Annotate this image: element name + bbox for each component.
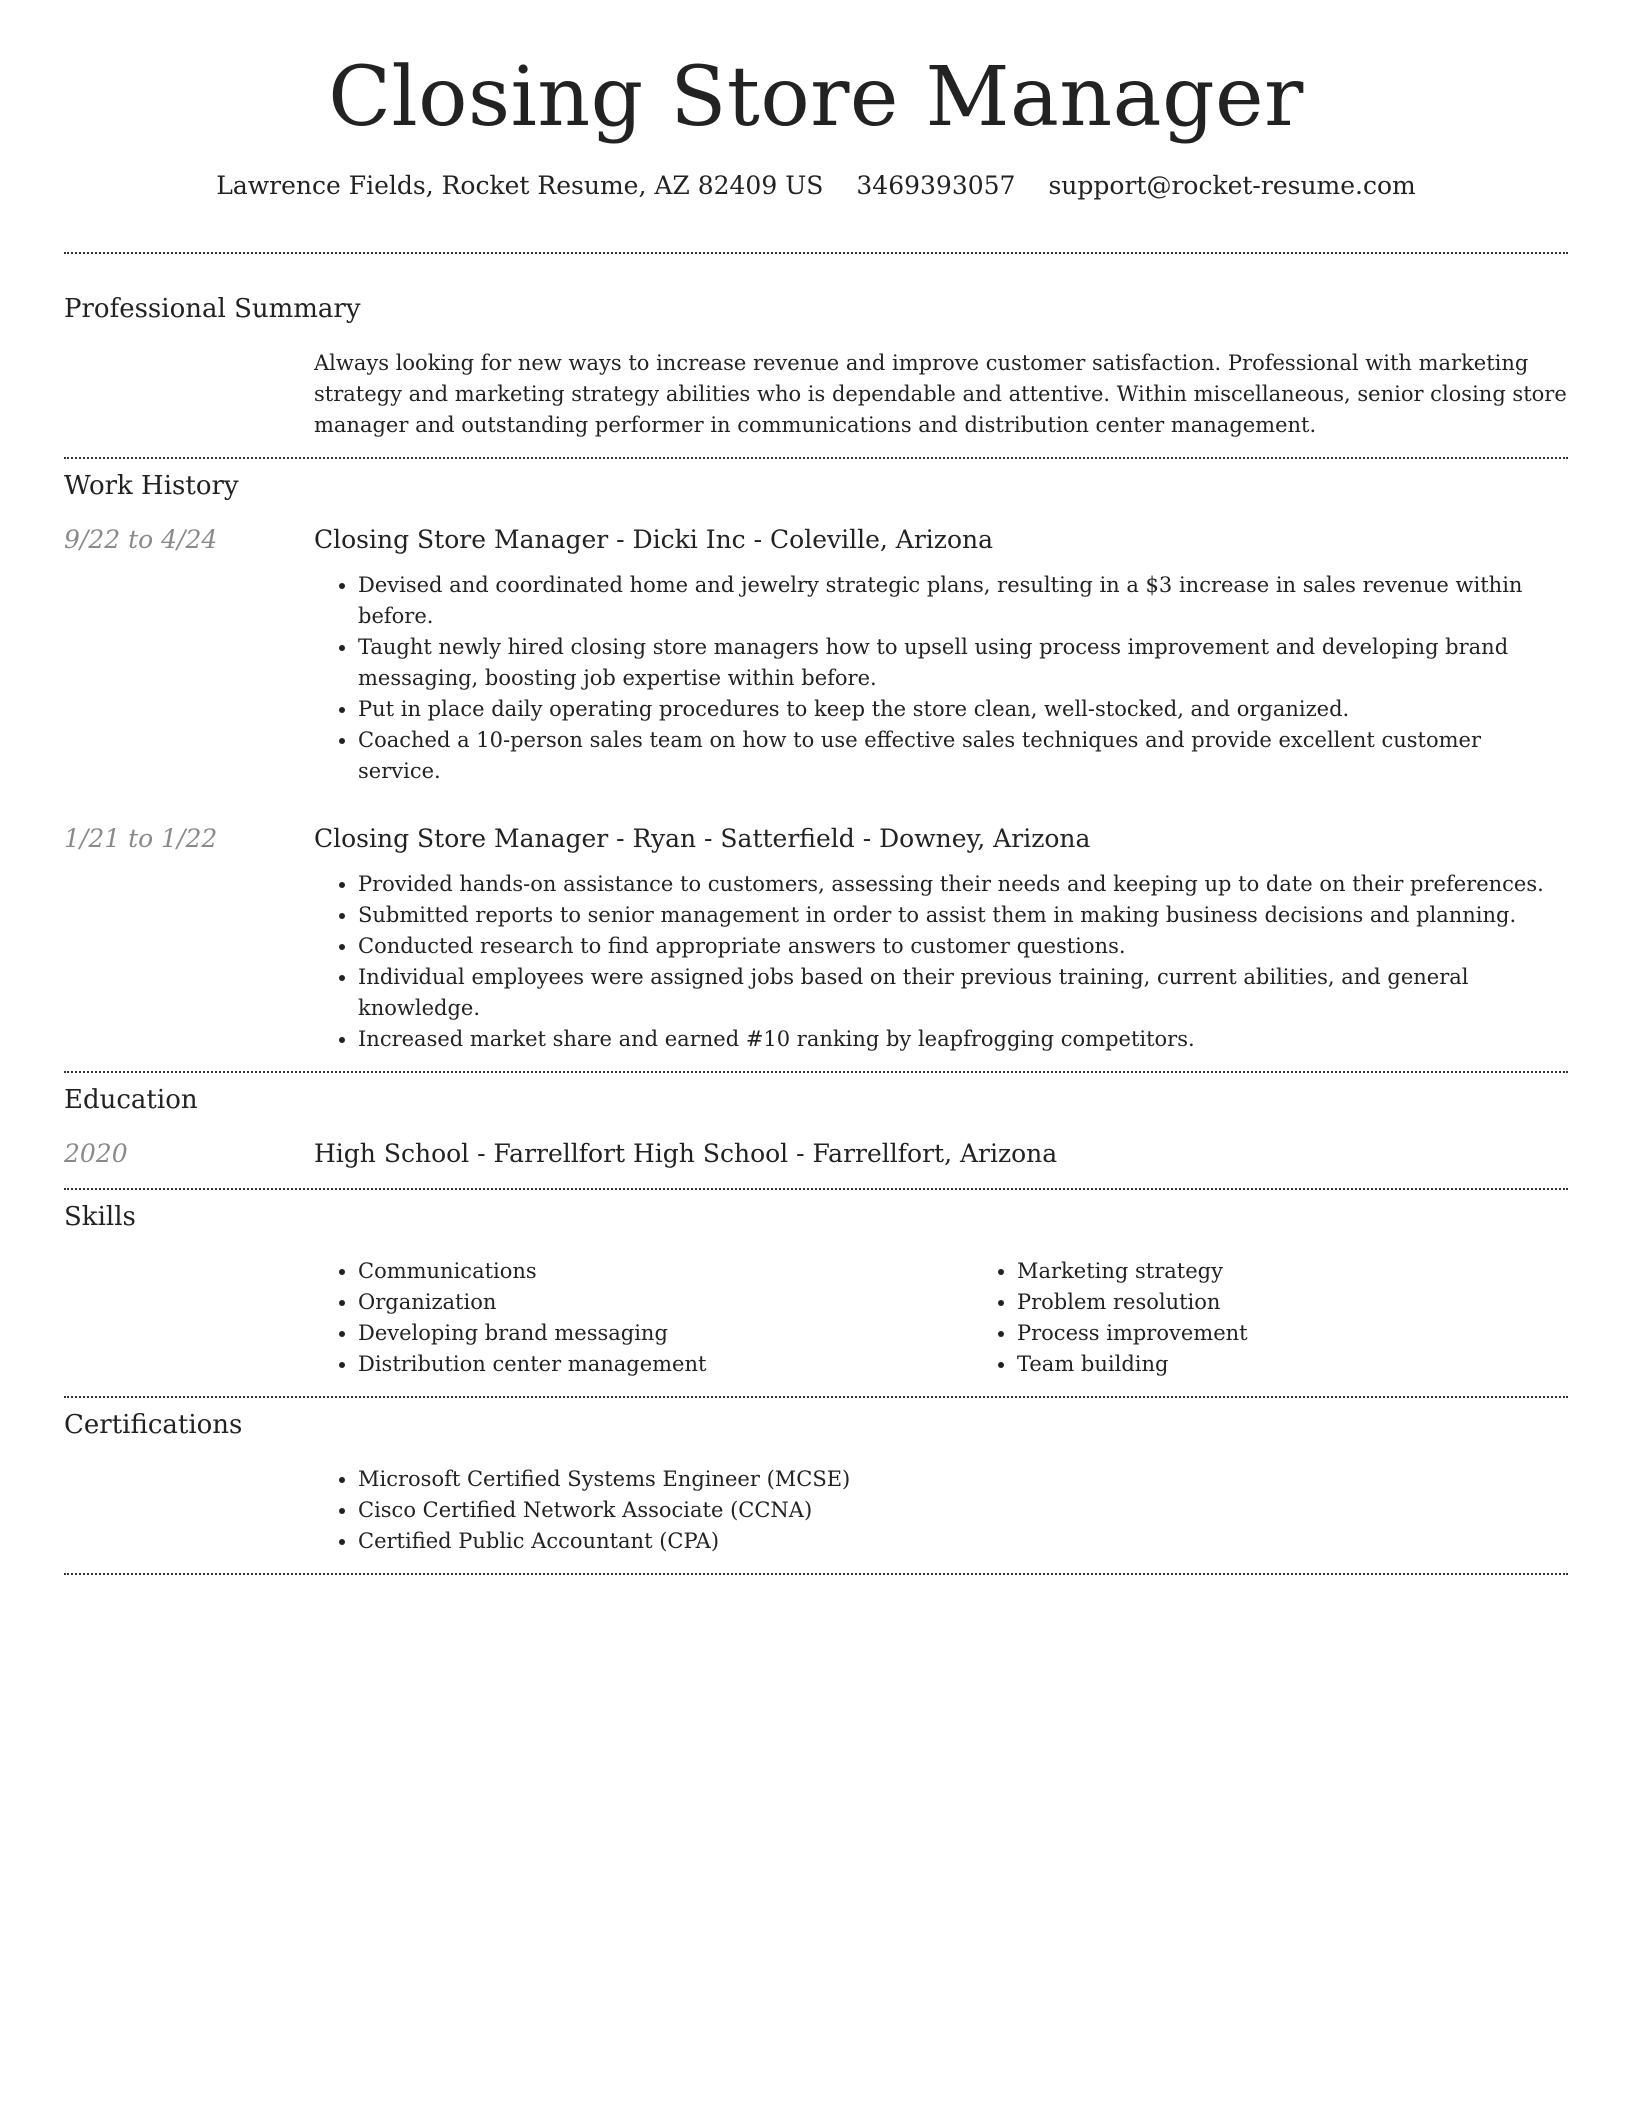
list-item: • Marketing strategy — [1017, 1256, 1632, 1287]
contact-phone: 3469393057 — [856, 171, 1016, 200]
divider — [64, 1396, 1568, 1398]
skills-list-right — [973, 1256, 1632, 1380]
list-item: • Certified Public Accountant (CPA) — [358, 1526, 1568, 1557]
job-dates: 9/22 to 4/24 — [64, 525, 218, 554]
divider — [64, 1188, 1568, 1190]
list-item: • Provided hands-on assistance to customers, assessing their needs and keeping up to date on their preferences. — [358, 869, 1568, 900]
job-heading: Closing Store Manager - Ryan - Satterfield - Downey, Arizona — [314, 824, 1091, 853]
summary-row — [64, 348, 1568, 441]
certifications-row — [64, 1464, 1568, 1557]
certifications-title: Certifications — [64, 1410, 243, 1440]
list-item: • Increased market share and earned #10 ranking by leapfrogging competitors. — [358, 1024, 1568, 1055]
list-item: • Devised and coordinated home and jewelry strategic plans, resulting in a $3 increase in sales revenue within before. — [358, 570, 1568, 632]
divider — [64, 252, 1568, 254]
list-item: • Process improvement — [1017, 1318, 1632, 1349]
skills-title: Skills — [64, 1202, 136, 1232]
summary-text: Always looking for new ways to increase revenue and improve customer satisfaction. Professional with marketing strategy and marketing strategy abilities who is dependable and attentive. Within miscellaneous, senior closing store manager and outstanding performer in communications and distribution center management. — [314, 351, 1567, 437]
education-dates: 2020 — [64, 1139, 128, 1168]
contact-email: support@rocket-resume.com — [1048, 171, 1416, 200]
divider — [64, 457, 1568, 459]
divider — [64, 1573, 1568, 1575]
job-bullets — [314, 570, 1568, 787]
job-heading: Closing Store Manager - Dicki Inc - Coleville, Arizona — [314, 525, 994, 554]
list-item: • Microsoft Certified Systems Engineer (MCSE) — [358, 1464, 1568, 1495]
education-title: Education — [64, 1085, 198, 1115]
contact-address: Lawrence Fields, Rocket Resume, AZ 82409 US — [216, 171, 824, 200]
list-item: • Problem resolution — [1017, 1287, 1632, 1318]
education-heading: High School - Farrellfort High School - Farrellfort, Arizona — [314, 1139, 1058, 1168]
list-item: • Cisco Certified Network Associate (CCNA) — [358, 1495, 1568, 1526]
contact-line — [64, 171, 1568, 203]
job-dates: 1/21 to 1/22 — [64, 824, 218, 853]
job-entry — [64, 824, 1568, 1055]
list-item: • Communications — [358, 1256, 973, 1287]
list-item: • Organization — [358, 1287, 973, 1318]
list-item: • Distribution center management — [358, 1349, 973, 1380]
list-item: • Coached a 10-person sales team on how to use effective sales techniques and provide excellent customer service. — [358, 725, 1568, 787]
job-bullets — [314, 869, 1568, 1055]
list-item: • Developing brand messaging — [358, 1318, 973, 1349]
summary-title: Professional Summary — [64, 294, 361, 324]
resume-page — [64, 0, 1568, 1575]
work-history-title: Work History — [64, 471, 239, 501]
certifications-list — [314, 1464, 1568, 1557]
list-item: • Taught newly hired closing store managers how to upsell using process improvement and developing brand messaging, boosting job expertise within before. — [358, 632, 1568, 694]
list-item: • Team building — [1017, 1349, 1632, 1380]
skills-row — [64, 1256, 1568, 1380]
list-item: • Conducted research to find appropriate answers to customer questions. — [358, 931, 1568, 962]
job-entry — [64, 525, 1568, 787]
list-item: • Individual employees were assigned jobs based on their previous training, current abilities, and general knowledge. — [358, 962, 1568, 1024]
education-entry — [64, 1139, 1568, 1168]
list-item: • Submitted reports to senior management in order to assist them in making business decisions and planning. — [358, 900, 1568, 931]
divider — [64, 1071, 1568, 1073]
resume-name: Closing Store Manager — [328, 50, 1304, 145]
list-item: • Put in place daily operating procedures to keep the store clean, well-stocked, and organized. — [358, 694, 1568, 725]
skills-list-left — [314, 1256, 973, 1380]
